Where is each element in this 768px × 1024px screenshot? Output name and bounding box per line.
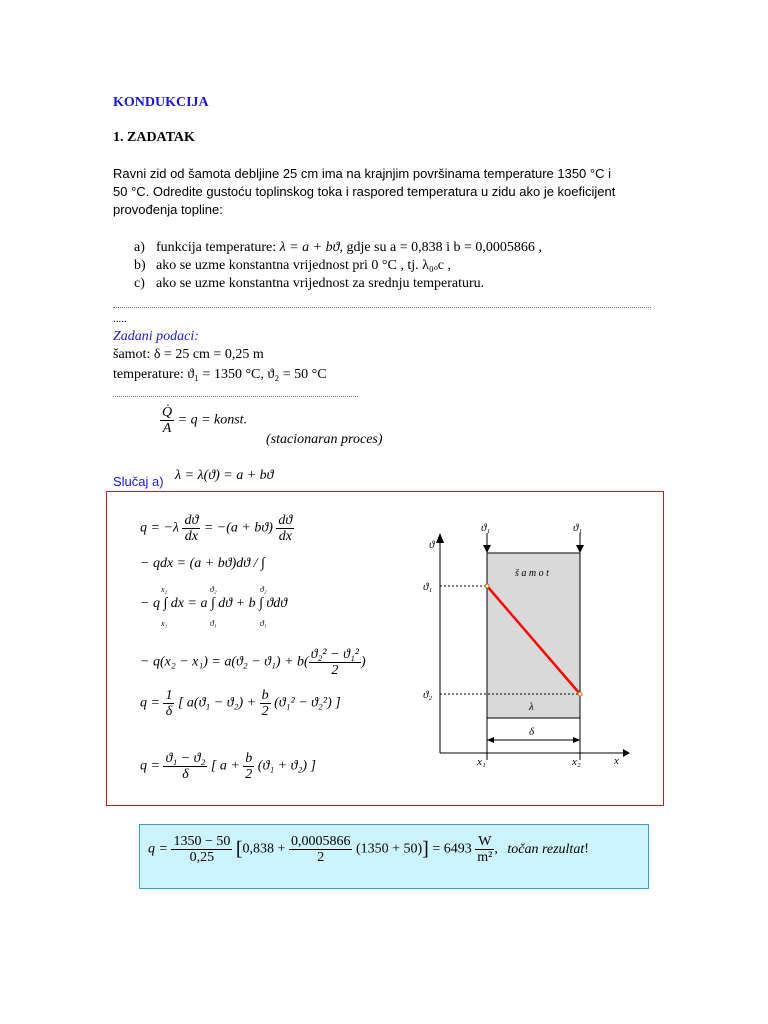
- given-label: Zadani podaci:: [113, 329, 199, 344]
- given-samot: šamot: δ = 25 cm = 0,25 m: [113, 347, 264, 362]
- theta-axis-label: ϑ: [429, 539, 435, 551]
- delta-arrow-left: [487, 737, 494, 743]
- intro-paragraph: [113, 165, 615, 219]
- item-marker: a): [134, 240, 145, 255]
- item-marker: b): [134, 258, 146, 273]
- stationary-note: (stacionaran proces): [266, 432, 383, 447]
- dotted-separator-short: [113, 396, 358, 397]
- derivation-line-6: q = $\frac{\text{ϑ₁ − ϑ₂}}{\delta}$ [ a + $\frac{b}{2}$ (ϑ₁ + ϑ₂) ]: [140, 751, 316, 782]
- derivation-line-3: − q ∫ dx = a ∫ dϑ + b ∫ ϑdϑ: [140, 596, 288, 611]
- task-title: 1. ZADATAK: [113, 130, 195, 145]
- list-item-a: a) funkcija temperature: λ = a + bϑ, gdje su a = 0,838 i b = 0,0005866 ,: [134, 240, 542, 255]
- intro-line-2: 50 °C. Odredite gustoću toplinskog toka i raspored temperatura u zidu ako je koeficijent: [113, 184, 616, 199]
- arrow-theta2-head: [576, 545, 584, 553]
- top-theta1-label: ϑ₁: [481, 522, 491, 534]
- left-theta2-label: ϑ₂: [423, 689, 433, 701]
- limit-lower-x: x₁: [161, 619, 168, 628]
- lambda-label: λ: [529, 701, 534, 713]
- intro-line-1: Ravni zid od šamota debljine 25 cm ima na krajnjim površinama temperature 1350 °C i: [113, 166, 611, 181]
- limit-upper-theta-b: ϑ₂: [260, 585, 267, 594]
- list-item-c: c) ako se uzme konstantna vrijednost za srednju temperaturu.: [134, 276, 485, 291]
- x-axis-arrow: [623, 749, 630, 757]
- x-axis-label: x: [614, 755, 619, 767]
- dotted-separator: [113, 307, 651, 308]
- list-item-b: b) ako se uzme konstantna vrijednost pri 0 °C , tj. λ₀ₒc ,: [134, 258, 452, 273]
- left-theta1-label: ϑ₁: [423, 581, 433, 593]
- top-theta2-label: ϑ₁: [573, 522, 583, 534]
- case-a-label: Slučaj a): [113, 474, 164, 489]
- derivation-line-5: q = $\frac{1}{\delta}$ [ a(ϑ₁ − ϑ₂) + $\frac{b}{2}$ (ϑ₁² − ϑ₂²) ]: [140, 688, 341, 719]
- result-equation: q = $\frac{1350 - 50}{0,25}$ [0,838 + $\frac{0,0005866}{2}$ (1350 + 50)] = 6493 $\frac{W}{\text{m²}}$ , točan rezultat!: [148, 834, 589, 865]
- limit-upper-x: x₂: [161, 585, 168, 594]
- section-heading: KONDUKCIJA: [113, 95, 209, 110]
- x1-label: x₁: [477, 756, 486, 768]
- case-a-formula: λ = λ(ϑ) = a + bϑ: [175, 468, 274, 483]
- lambda-formula: λ = a + bϑ: [279, 240, 340, 255]
- delta-arrow-right: [573, 737, 580, 743]
- limit-upper-theta-a: ϑ₂: [210, 585, 217, 594]
- item-list: [134, 239, 542, 293]
- derivation-line-4: − q(x₂ − x₁) = a(ϑ₂ − ϑ₁) + b( $\frac{\text{ϑ₂² − ϑ₁²}}{2}$ ): [140, 647, 366, 678]
- theta-axis-arrow: [436, 533, 444, 543]
- flux-equation: $\frac{Q̇}{A}$ = q = konst.: [162, 405, 248, 436]
- arrow-theta1-head: [483, 545, 491, 553]
- limit-lower-theta-b: ϑ₁: [260, 619, 267, 628]
- given-temperatures: temperature: ϑ₁ = 1350 °C, ϑ₂ = 50 °C: [113, 367, 327, 382]
- delta-label: δ: [529, 726, 535, 738]
- profile-start-point: [485, 584, 489, 588]
- derivation-line-2: − qdx = (a + bϑ)dϑ / ∫: [140, 556, 265, 571]
- material-label: š a m o t: [515, 568, 549, 579]
- intro-line-3: provođenja topline:: [113, 202, 223, 217]
- result-note: točan rezultat: [507, 841, 585, 857]
- x2-label: x₂: [572, 756, 581, 768]
- limit-lower-theta-a: ϑ₁: [210, 619, 217, 628]
- item-marker: c): [134, 276, 145, 291]
- profile-end-point: [578, 692, 582, 696]
- wall-temperature-diagram: [415, 515, 630, 775]
- derivation-line-1: q = −λ $\frac{dϑ}{dx}$ = −(a + bϑ) $\frac{dϑ}{dx}$: [140, 513, 293, 544]
- dots-tail: .....: [113, 313, 127, 325]
